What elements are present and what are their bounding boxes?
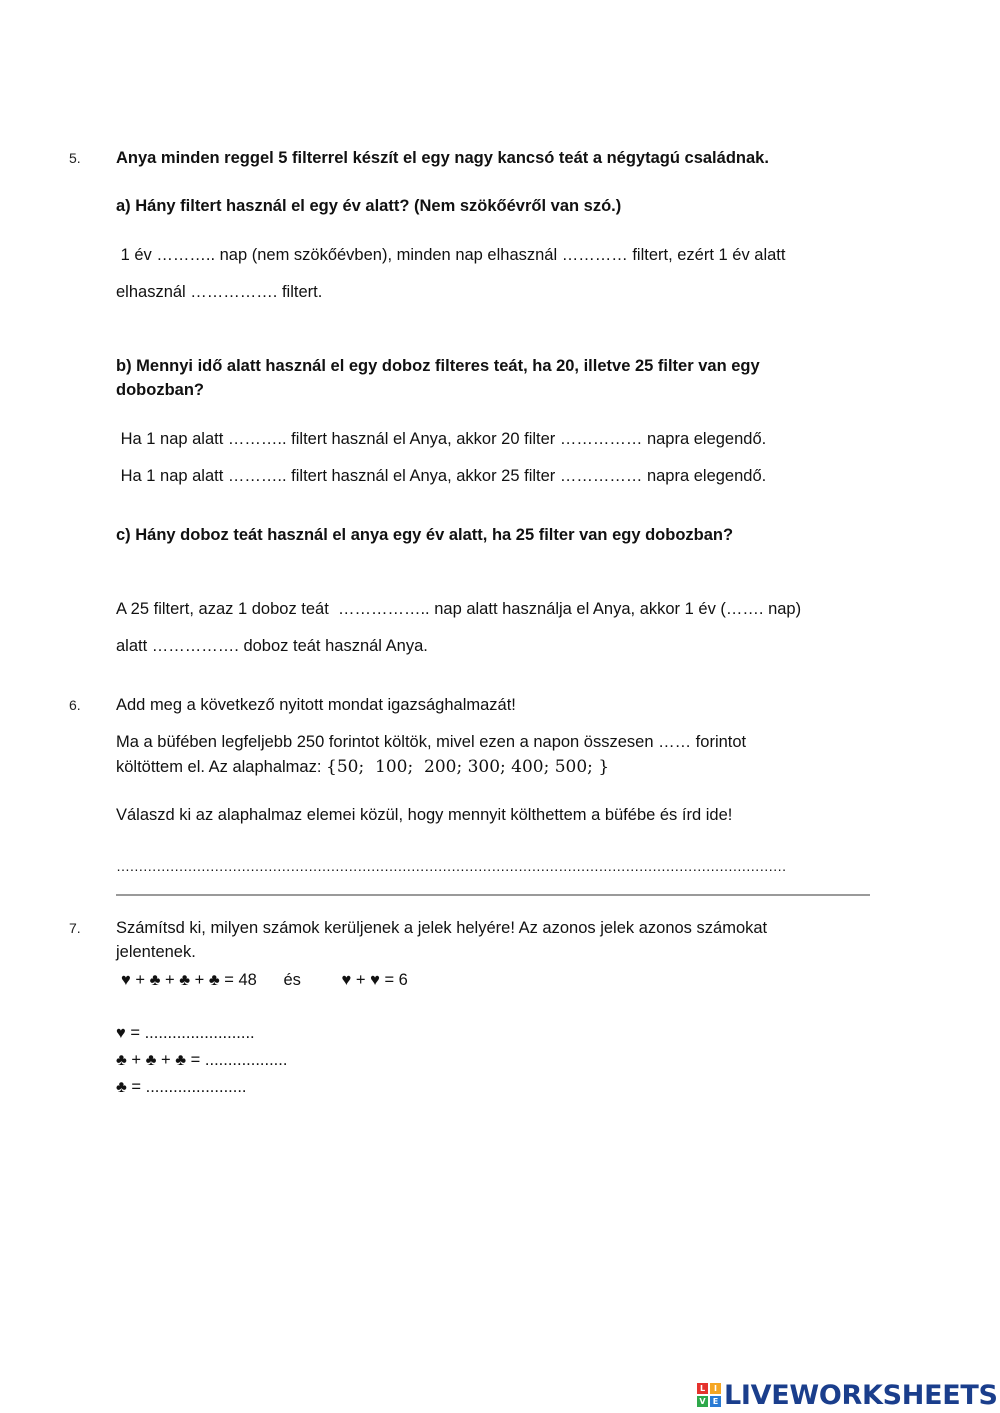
question-6-sentence-line-2 bbox=[116, 757, 609, 777]
answer-three-clubs[interactable]: ♣ + ♣ + ♣ = .................. bbox=[116, 1051, 288, 1069]
question-5b-prompt-line-2: dobozban? bbox=[116, 381, 204, 399]
section-divider bbox=[116, 894, 870, 896]
question-5c-prompt: c) Hány doboz teát használ el anya egy év alatt, ha 25 filter van egy dobozban? bbox=[116, 526, 734, 544]
equation-connector: és bbox=[283, 971, 301, 989]
logo-letter-l: L bbox=[697, 1383, 708, 1394]
question-5c-answer-line-1: A 25 filtert, azaz 1 doboz teát …………….. nap alatt használja el Anya, akkor 1 év (……. nap) bbox=[116, 600, 802, 618]
question-7-instruction-line-1: Számítsd ki, milyen számok kerüljenek a jelek helyére! Az azonos jelek azonos számokat bbox=[116, 919, 768, 937]
equation-row bbox=[121, 971, 408, 990]
question-5c-answer-line-2: alatt ……………. doboz teát használ Anya. bbox=[116, 637, 428, 655]
question-7-instruction-line-2: jelentenek. bbox=[116, 943, 196, 961]
answer-club[interactable]: ♣ = ...................... bbox=[116, 1078, 247, 1096]
liveworksheets-logo bbox=[697, 1378, 998, 1412]
question-5b-prompt-line-1: b) Mennyi idő alatt használ el egy doboz filteres teát, ha 20, illetve 25 filter van egy bbox=[116, 357, 760, 375]
logo-letter-v: V bbox=[697, 1396, 708, 1407]
logo-letter-i: I bbox=[710, 1383, 721, 1394]
equation-1: ♥ + ♣ + ♣ + ♣ = 48 bbox=[121, 971, 257, 989]
question-6-instruction: Add meg a következő nyitott mondat igazsághalmazát! bbox=[116, 696, 516, 714]
question-6-answer-line[interactable]: …………………………………………………………………………………………………………………………………… bbox=[116, 858, 787, 874]
question-number-7: 7. bbox=[69, 920, 81, 936]
question-5a-answer-line-1: 1 év ……….. nap (nem szökőévben), minden nap elhasznál ………… filtert, ezért 1 év alatt bbox=[116, 246, 786, 264]
question-6-sentence-line-1: Ma a büfében legfeljebb 250 forintot költök, mivel ezen a napon összesen …… forintot bbox=[116, 733, 747, 751]
logo-letter-e: E bbox=[710, 1396, 721, 1407]
equation-2: ♥ + ♥ = 6 bbox=[341, 971, 408, 989]
question-5-title: Anya minden reggel 5 filterrel készít el egy nagy kancsó teát a négytagú családnak. bbox=[116, 149, 769, 167]
question-6-choose-instruction: Válaszd ki az alaphalmaz elemei közül, hogy mennyit költhettem a büfébe és írd ide! bbox=[116, 806, 733, 824]
base-set-label: költöttem el. Az alaphalmaz: bbox=[116, 758, 327, 776]
logo-text: LIVEWORKSHEETS bbox=[724, 1379, 998, 1411]
question-5b-answer-line-2: Ha 1 nap alatt ……….. filtert használ el Anya, akkor 25 filter …………… napra elegendő. bbox=[116, 467, 767, 485]
logo-mark-icon bbox=[697, 1383, 721, 1407]
answer-heart[interactable]: ♥ = ........................ bbox=[116, 1024, 255, 1042]
question-5b-answer-line-1: Ha 1 nap alatt ……….. filtert használ el Anya, akkor 20 filter …………… napra elegendő. bbox=[116, 430, 767, 448]
base-set-values: {50; 100; 200; 300; 400; 500; } bbox=[326, 757, 610, 777]
question-number-6: 6. bbox=[69, 697, 81, 713]
question-5a-answer-line-2: elhasznál ……………. filtert. bbox=[116, 283, 323, 301]
question-5a-prompt: a) Hány filtert használ el egy év alatt? (Nem szökőévről van szó.) bbox=[116, 197, 622, 215]
question-number-5: 5. bbox=[69, 150, 81, 166]
